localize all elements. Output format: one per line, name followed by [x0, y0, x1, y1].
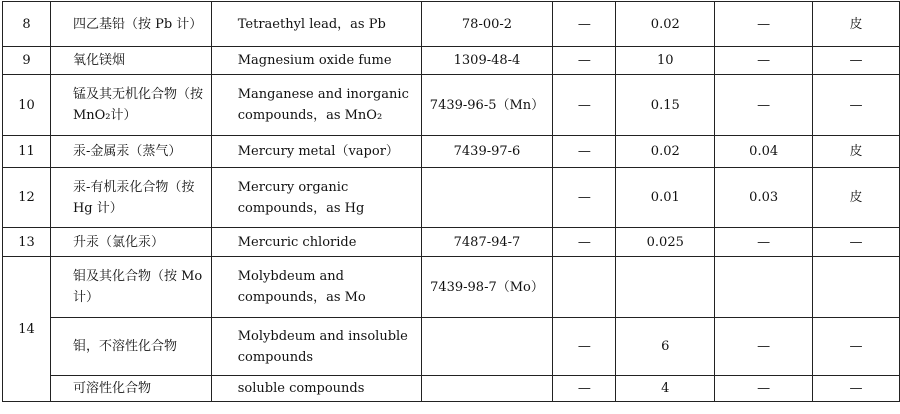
english-name: Mercury metal（vapor） — [211, 136, 421, 168]
pc-twa-value: 10 — [616, 47, 715, 75]
chinese-name: 可溶性化合物 — [50, 376, 211, 402]
mac-value: — — [553, 228, 616, 257]
cas-number — [421, 318, 553, 376]
mac-value: — — [553, 376, 616, 402]
chinese-name: 钼，不溶性化合物 — [50, 318, 211, 376]
note-value: 皮 — [813, 2, 900, 47]
chinese-name: 汞-有机汞化合物（按 Hg 计） — [50, 168, 211, 228]
table-row — [3, 376, 900, 402]
table-row — [3, 257, 900, 318]
table-row — [3, 136, 900, 168]
pc-stel-value: — — [715, 75, 813, 136]
row-number: 12 — [3, 168, 51, 228]
mac-value: — — [553, 75, 616, 136]
english-name: Tetraethyl lead，as Pb — [211, 2, 421, 47]
pc-stel-value: — — [715, 318, 813, 376]
chinese-name: 升汞（氯化汞） — [50, 228, 211, 257]
table-row — [3, 168, 900, 228]
english-name: soluble compounds — [211, 376, 421, 402]
table-row — [3, 318, 900, 376]
pc-stel-value: — — [715, 376, 813, 402]
row-number: 13 — [3, 228, 51, 257]
table-row — [3, 2, 900, 47]
note-value — [813, 257, 900, 318]
chinese-name: 钼及其化合物（按 Mo 计） — [50, 257, 211, 318]
note-value: — — [813, 47, 900, 75]
pc-twa-value: 0.01 — [616, 168, 715, 228]
note-value: — — [813, 75, 900, 136]
chinese-name: 四乙基铅（按 Pb 计） — [50, 2, 211, 47]
chinese-name: 氧化镁烟 — [50, 47, 211, 75]
note-value: 皮 — [813, 136, 900, 168]
table-row — [3, 75, 900, 136]
row-number: 14 — [3, 257, 51, 402]
chinese-name: 汞-金属汞（蒸气） — [50, 136, 211, 168]
cas-number — [421, 168, 553, 228]
pc-stel-value: 0.04 — [715, 136, 813, 168]
cas-number: 7487-94-7 — [421, 228, 553, 257]
oel-table — [2, 1, 900, 402]
pc-twa-value: 0.02 — [616, 2, 715, 47]
cas-number: 78-00-2 — [421, 2, 553, 47]
pc-stel-value: — — [715, 2, 813, 47]
mac-value: — — [553, 136, 616, 168]
pc-twa-value: 4 — [616, 376, 715, 402]
mac-value: — — [553, 168, 616, 228]
pc-twa-value: 6 — [616, 318, 715, 376]
row-number: 10 — [3, 75, 51, 136]
mac-value: — — [553, 318, 616, 376]
row-number: 11 — [3, 136, 51, 168]
pc-stel-value: — — [715, 228, 813, 257]
cas-number: 1309-48-4 — [421, 47, 553, 75]
mac-value — [553, 257, 616, 318]
note-value: — — [813, 228, 900, 257]
english-name: Magnesium oxide fume — [211, 47, 421, 75]
english-name: Molybdeum and insoluble compounds — [211, 318, 421, 376]
mac-value: — — [553, 2, 616, 47]
english-name: Manganese and inorganic compounds，as MnO₂ — [211, 75, 421, 136]
pc-twa-value: 0.025 — [616, 228, 715, 257]
cas-number: 7439-97-6 — [421, 136, 553, 168]
table-row — [3, 228, 900, 257]
pc-twa-value — [616, 257, 715, 318]
cas-number: 7439-98-7（Mo） — [421, 257, 553, 318]
cas-number — [421, 376, 553, 402]
mac-value: — — [553, 47, 616, 75]
note-value: 皮 — [813, 168, 900, 228]
note-value: — — [813, 318, 900, 376]
table-row — [3, 47, 900, 75]
english-name: Mercuric chloride — [211, 228, 421, 257]
row-number: 8 — [3, 2, 51, 47]
row-number: 9 — [3, 47, 51, 75]
english-name: Molybdeum and compounds，as Mo — [211, 257, 421, 318]
pc-stel-value — [715, 257, 813, 318]
chinese-name: 锰及其无机化合物（按 MnO₂计） — [50, 75, 211, 136]
note-value: — — [813, 376, 900, 402]
cas-number: 7439-96-5（Mn） — [421, 75, 553, 136]
pc-twa-value: 0.02 — [616, 136, 715, 168]
pc-stel-value: — — [715, 47, 813, 75]
pc-stel-value: 0.03 — [715, 168, 813, 228]
english-name: Mercury organic compounds，as Hg — [211, 168, 421, 228]
pc-twa-value: 0.15 — [616, 75, 715, 136]
